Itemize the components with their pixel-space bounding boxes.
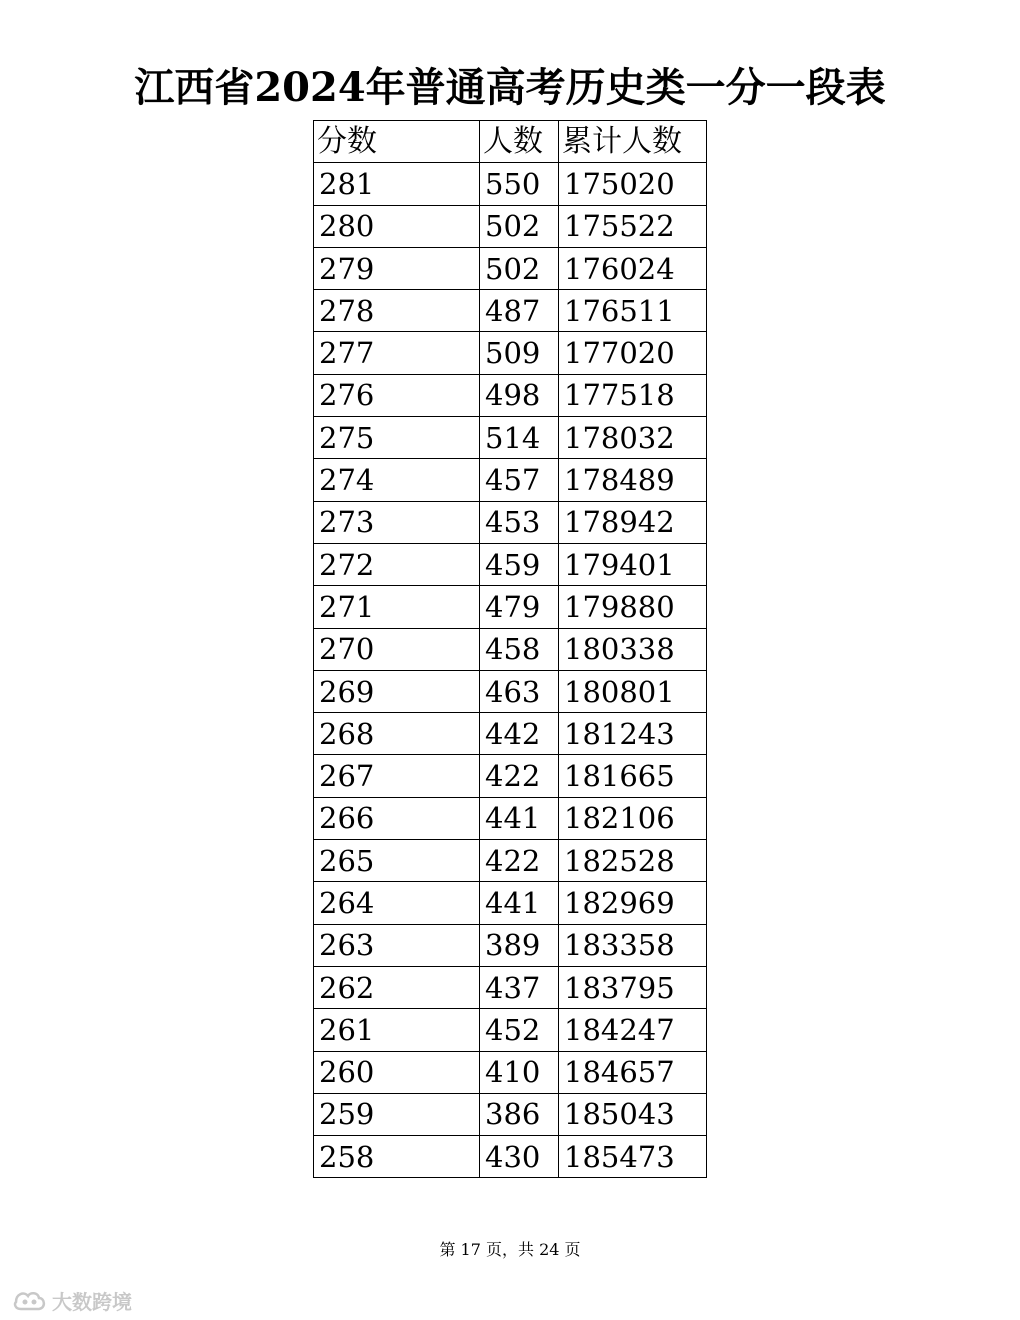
cell-count: 459 <box>480 543 559 585</box>
table-row <box>314 543 707 585</box>
table-header-row <box>314 121 707 163</box>
header-score: 分数 <box>314 121 480 163</box>
cell-score: 278 <box>314 290 480 332</box>
cell-score: 274 <box>314 459 480 501</box>
cell-score: 265 <box>314 840 480 882</box>
table-row <box>314 797 707 839</box>
table-row <box>314 966 707 1008</box>
cell-count: 502 <box>480 247 559 289</box>
cell-count: 422 <box>480 840 559 882</box>
cell-cumulative: 184657 <box>559 1051 707 1093</box>
cell-cumulative: 175020 <box>559 163 707 205</box>
cell-score: 261 <box>314 1009 480 1051</box>
cell-score: 275 <box>314 417 480 459</box>
cell-score: 272 <box>314 543 480 585</box>
cell-score: 266 <box>314 797 480 839</box>
cell-cumulative: 181665 <box>559 755 707 797</box>
table-row <box>314 1009 707 1051</box>
table-row <box>314 290 707 332</box>
cell-cumulative: 185473 <box>559 1136 707 1178</box>
cell-score: 269 <box>314 670 480 712</box>
table-row <box>314 163 707 205</box>
table-row <box>314 1136 707 1178</box>
cell-count: 457 <box>480 459 559 501</box>
table-row <box>314 1051 707 1093</box>
table-body <box>314 163 707 1178</box>
table-row <box>314 501 707 543</box>
table-row <box>314 924 707 966</box>
table-row <box>314 586 707 628</box>
table-row <box>314 670 707 712</box>
cell-score: 277 <box>314 332 480 374</box>
cell-score: 270 <box>314 628 480 670</box>
cell-count: 430 <box>480 1136 559 1178</box>
cell-cumulative: 180801 <box>559 670 707 712</box>
header-cumulative: 累计人数 <box>559 121 707 163</box>
cell-score: 281 <box>314 163 480 205</box>
cell-count: 389 <box>480 924 559 966</box>
watermark-text: 大数跨境 <box>52 1290 132 1314</box>
cell-count: 442 <box>480 713 559 755</box>
cell-cumulative: 177518 <box>559 374 707 416</box>
cell-count: 509 <box>480 332 559 374</box>
cell-score: 271 <box>314 586 480 628</box>
cell-count: 479 <box>480 586 559 628</box>
cell-count: 458 <box>480 628 559 670</box>
cell-cumulative: 182969 <box>559 882 707 924</box>
cell-count: 441 <box>480 797 559 839</box>
table-row <box>314 247 707 289</box>
cell-cumulative: 176024 <box>559 247 707 289</box>
cell-score: 280 <box>314 205 480 247</box>
page-footer: 第 17 页，共 24 页 <box>439 1240 581 1259</box>
cell-cumulative: 180338 <box>559 628 707 670</box>
table-row <box>314 1093 707 1135</box>
cell-cumulative: 179401 <box>559 543 707 585</box>
cell-cumulative: 182528 <box>559 840 707 882</box>
table-row <box>314 713 707 755</box>
watermark <box>12 1286 132 1315</box>
cell-count: 422 <box>480 755 559 797</box>
cell-count: 452 <box>480 1009 559 1051</box>
cell-score: 259 <box>314 1093 480 1135</box>
cell-count: 437 <box>480 966 559 1008</box>
cell-count: 386 <box>480 1093 559 1135</box>
cell-score: 262 <box>314 966 480 1008</box>
table-row <box>314 205 707 247</box>
cell-cumulative: 185043 <box>559 1093 707 1135</box>
cell-score: 264 <box>314 882 480 924</box>
cell-cumulative: 183358 <box>559 924 707 966</box>
cell-count: 502 <box>480 205 559 247</box>
watermark-logo-icon <box>12 1288 48 1314</box>
cell-cumulative: 183795 <box>559 966 707 1008</box>
cell-cumulative: 178489 <box>559 459 707 501</box>
table-row <box>314 374 707 416</box>
cell-cumulative: 175522 <box>559 205 707 247</box>
table-row <box>314 840 707 882</box>
cell-score: 268 <box>314 713 480 755</box>
table-row <box>314 755 707 797</box>
cell-cumulative: 177020 <box>559 332 707 374</box>
table-row <box>314 628 707 670</box>
cell-cumulative: 182106 <box>559 797 707 839</box>
cell-count: 410 <box>480 1051 559 1093</box>
table-row <box>314 882 707 924</box>
page-title: 江西省2024年普通高考历史类一分一段表 <box>134 64 886 111</box>
cell-count: 514 <box>480 417 559 459</box>
cell-score: 258 <box>314 1136 480 1178</box>
table-row <box>314 332 707 374</box>
cell-count: 441 <box>480 882 559 924</box>
cell-score: 273 <box>314 501 480 543</box>
header-count: 人数 <box>480 121 559 163</box>
cell-score: 260 <box>314 1051 480 1093</box>
table-row <box>314 459 707 501</box>
cell-cumulative: 176511 <box>559 290 707 332</box>
cell-cumulative: 178032 <box>559 417 707 459</box>
cell-cumulative: 179880 <box>559 586 707 628</box>
table-row <box>314 417 707 459</box>
cell-score: 263 <box>314 924 480 966</box>
cell-score: 276 <box>314 374 480 416</box>
cell-count: 487 <box>480 290 559 332</box>
cell-count: 498 <box>480 374 559 416</box>
cell-score: 279 <box>314 247 480 289</box>
cell-cumulative: 184247 <box>559 1009 707 1051</box>
cell-cumulative: 178942 <box>559 501 707 543</box>
cell-count: 453 <box>480 501 559 543</box>
score-distribution-table <box>313 120 707 1178</box>
cell-cumulative: 181243 <box>559 713 707 755</box>
cell-score: 267 <box>314 755 480 797</box>
cell-count: 463 <box>480 670 559 712</box>
cell-count: 550 <box>480 163 559 205</box>
